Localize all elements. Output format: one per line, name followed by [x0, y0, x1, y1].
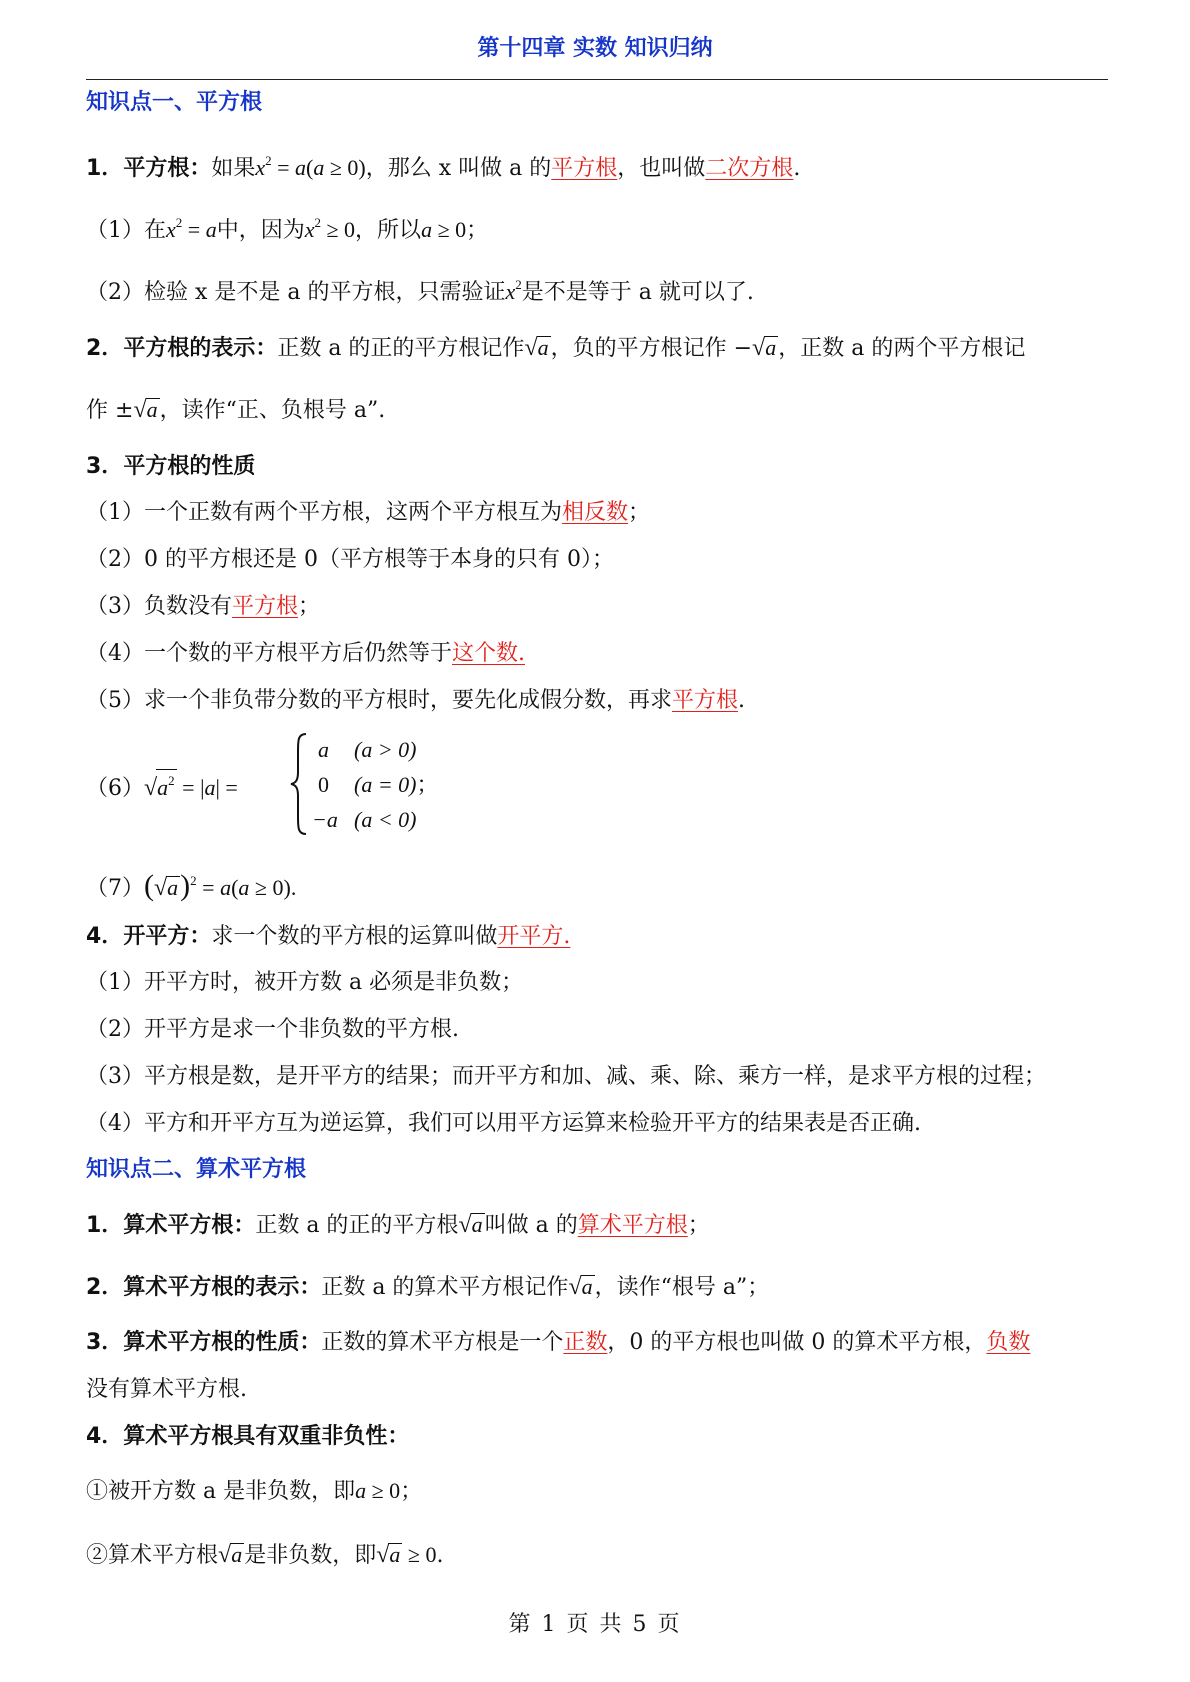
s1-p3-item1: （1）一个正数有两个平方根，这两个平方根互为相反数；	[86, 500, 651, 525]
s1-p3-item5: （5）求一个非负带分数的平方根时，要先化成假分数，再求平方根.	[86, 688, 746, 713]
sqrt-a: √a	[524, 335, 549, 361]
formula: a ≥ 0	[355, 1478, 401, 1503]
s1-p1: 1．平方根：如果$x^2 = a(a \ge 0)$，那么 x 叫做 a 的平方根，也叫做二次方根.	[86, 153, 801, 181]
formula: $x^2 = a$	[166, 215, 217, 242]
s1-p1-2: （2）检验 x 是不是 a 的平方根，只需验证$x^2$是不是等于 a 就可以了.	[86, 277, 754, 305]
case-2: 0 (a = 0)；	[318, 772, 439, 797]
sqrt-a: √a	[752, 335, 777, 361]
s1-p4-item2: （2）开平方是求一个非负数的平方根.	[86, 1017, 459, 1042]
s2-p2: 2．算术平方根的表示：正数 a 的算术平方根记作√a，读作“根号 a”；	[86, 1274, 770, 1300]
section-heading-1: 知识点一、平方根	[86, 90, 263, 115]
formula: $x^2$	[505, 277, 522, 304]
s2-p4-item2: ②算术平方根√a是非负数，即√a ≥ 0.	[86, 1542, 444, 1568]
s1-p3-heading: 3．平方根的性质	[86, 454, 256, 479]
s2-p4-item1: ①被开方数 a 是非负数，即a ≥ 0；	[86, 1478, 423, 1504]
s2-p3: 3．算术平方根的性质：正数的算术平方根是一个正数，0 的平方根也叫做 0 的算术平方根，负数	[86, 1330, 1031, 1355]
brace-icon	[288, 732, 310, 836]
s1-p2: 2．平方根的表示：正数 a 的正的平方根记作√a，负的平方根记作 −√a，正数 a 的两个平方根记	[86, 335, 1026, 361]
s2-p1: 1．算术平方根：正数 a 的正的平方根√a叫做 a 的算术平方根；	[86, 1212, 710, 1238]
formula: √a ≥ 0	[376, 1542, 437, 1568]
s1-p4-item3: （3）平方根是数，是开平方的结果；而开平方和加、减、乘、除、乘方一样，是求平方根的过程；	[86, 1064, 1047, 1089]
case-3: −a (a < 0)	[312, 807, 417, 832]
s1-p3-item4: （4）一个数的平方根平方后仍然等于这个数.	[86, 641, 525, 666]
s1-p2b: 作 ±√a，读作“正、负根号 a”.	[86, 397, 386, 423]
s1-p4-item4: （4）平方和开平方互为逆运算，我们可以用平方运算来检验开平方的结果表是否正确.	[86, 1111, 921, 1136]
s1-p4-item1: （1）开平方时，被开方数 a 必须是非负数；	[86, 970, 524, 995]
page-footer: 第 1 页 共 5 页	[508, 1612, 682, 1637]
formula: $(√a)^2 = a(a \ge 0)$.	[144, 869, 297, 902]
s2-p4: 4．算术平方根具有双重非负性：	[86, 1424, 410, 1449]
sqrt-a: √a	[218, 1542, 243, 1568]
section-heading-2: 知识点二、算术平方根	[86, 1157, 307, 1182]
page-title: 第十四章 实数 知识归纳	[477, 36, 713, 61]
s2-p3b: 没有算术平方根.	[86, 1377, 247, 1402]
s1-p3-item3: （3）负数没有平方根；	[86, 594, 321, 619]
s1-p1-1: （1）在$x^2 = a$中，因为$x^2 \ge 0$，所以a ≥ 0；	[86, 215, 489, 243]
s1-p4: 4．开平方：求一个数的平方根的运算叫做开平方.	[86, 924, 571, 949]
sqrt-a: √a	[568, 1274, 593, 1300]
formula: $x^2 = a(a \ge 0)$	[255, 153, 366, 180]
sqrt-a: √a	[133, 397, 158, 423]
s1-p3-item7: $(7)(√a)^2 = a(a \ge 0)$.	[86, 869, 297, 902]
formula: $√a^2 = |a|$ =	[144, 775, 238, 800]
title-rule	[86, 79, 1108, 80]
formula: $x^2 \ge 0$	[304, 215, 356, 242]
formula: a ≥ 0	[421, 217, 467, 242]
sqrt-a: √a	[458, 1212, 483, 1238]
s1-p3-item2: （2）0 的平方根还是 0（平方根等于本身的只有 0）；	[86, 547, 614, 572]
s1-p3-item6: $(6)√a^2 = |a|$ =	[86, 769, 238, 804]
case-1: a (a > 0)	[318, 737, 417, 762]
